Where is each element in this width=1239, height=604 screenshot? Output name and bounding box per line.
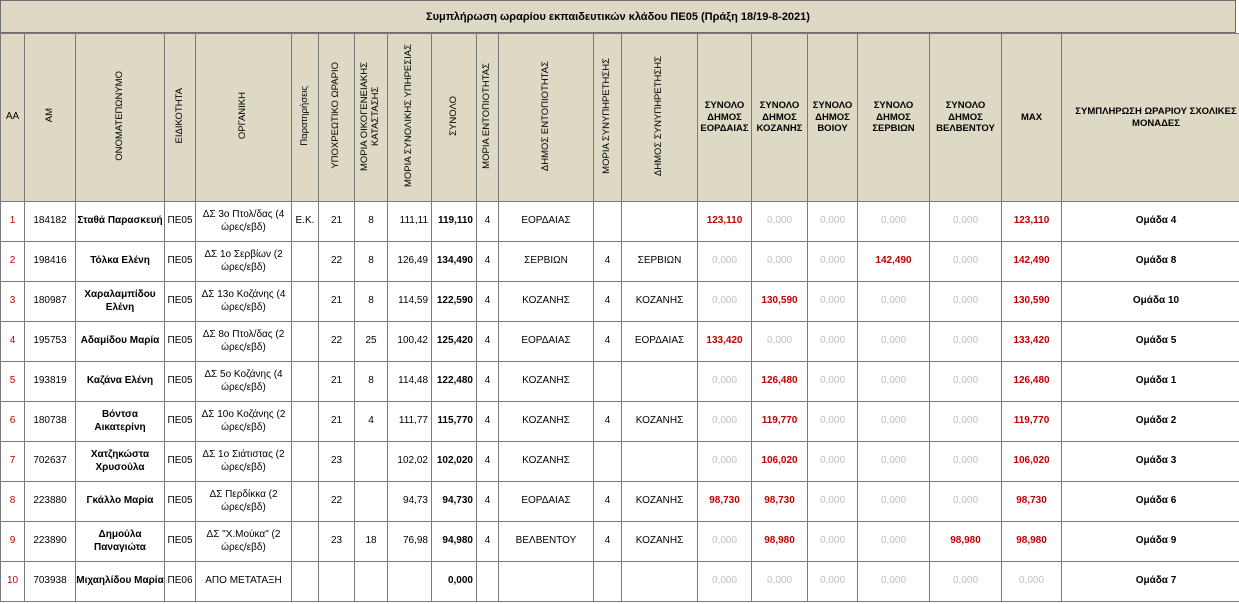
- cell-cohab-municipality[interactable]: ΕΟΡΔΑΙΑΣ: [622, 322, 698, 362]
- cell-max[interactable]: 133,420: [1002, 322, 1062, 362]
- cell-total[interactable]: 102,020: [432, 442, 477, 482]
- cell-service-points[interactable]: 94,73: [388, 482, 432, 522]
- cell-cohab-municipality[interactable]: [622, 442, 698, 482]
- cell-locality-municipality[interactable]: ΕΟΡΔΑΙΑΣ: [499, 482, 594, 522]
- cell-mandatory[interactable]: 21: [319, 362, 355, 402]
- cell-total-servia[interactable]: 0,000: [858, 402, 930, 442]
- cell-name[interactable]: Δημούλα Παναγιώτα: [76, 522, 165, 562]
- cell-family-points[interactable]: 8: [355, 202, 388, 242]
- cell-mandatory[interactable]: 22: [319, 482, 355, 522]
- cell-aa[interactable]: 6: [1, 402, 25, 442]
- cell-am[interactable]: 180987: [25, 282, 76, 322]
- cell-remarks[interactable]: [292, 282, 319, 322]
- col-header-aa[interactable]: ΑΑ: [1, 34, 25, 202]
- cell-completion-group[interactable]: Ομάδα 8: [1062, 242, 1239, 282]
- cell-total-eordaia[interactable]: 0,000: [698, 242, 752, 282]
- cell-name[interactable]: Καζάνα Ελένη: [76, 362, 165, 402]
- cell-total-kozani[interactable]: 0,000: [752, 322, 808, 362]
- col-header-locality-municipality[interactable]: ΔΗΜΟΣ ΕΝΤΟΠΙΟΤΗΤΑΣ: [499, 34, 594, 202]
- cell-am[interactable]: 180738: [25, 402, 76, 442]
- cell-remarks[interactable]: Ε.Κ.: [292, 202, 319, 242]
- cell-max[interactable]: 106,020: [1002, 442, 1062, 482]
- cell-total-voio[interactable]: 0,000: [808, 442, 858, 482]
- cell-organic[interactable]: ΔΣ 8ο Πτολ/δας (2 ώρες/εβδ): [196, 322, 292, 362]
- table-row[interactable]: [1, 282, 1239, 322]
- col-header-mandatory[interactable]: ΥΠΟΧΡΕΩΤΙΚΟ ΩΡΑΡΙΟ: [319, 34, 355, 202]
- cell-family-points[interactable]: [355, 482, 388, 522]
- cell-max[interactable]: 98,980: [1002, 522, 1062, 562]
- cell-total-eordaia[interactable]: 0,000: [698, 562, 752, 602]
- cell-cohab-points[interactable]: 4: [594, 402, 622, 442]
- table-row[interactable]: [1, 482, 1239, 522]
- cell-organic[interactable]: ΔΣ 5ο Κοζάνης (4 ώρες/εβδ): [196, 362, 292, 402]
- cell-remarks[interactable]: [292, 482, 319, 522]
- cell-locality-municipality[interactable]: ΚΟΖΑΝΗΣ: [499, 402, 594, 442]
- cell-specialty[interactable]: ΠΕ05: [165, 282, 196, 322]
- cell-total-kozani[interactable]: 126,480: [752, 362, 808, 402]
- table-row[interactable]: [1, 562, 1239, 602]
- table-body: [1, 202, 1239, 602]
- cell-organic[interactable]: ΑΠΟ ΜΕΤΑΤΑΞΗ: [196, 562, 292, 602]
- cell-aa[interactable]: 1: [1, 202, 25, 242]
- header-row: [1, 34, 1239, 202]
- cell-mandatory[interactable]: 21: [319, 402, 355, 442]
- cell-total-kozani[interactable]: 106,020: [752, 442, 808, 482]
- cell-completion-group[interactable]: Ομάδα 1: [1062, 362, 1239, 402]
- cell-total-voio[interactable]: 0,000: [808, 322, 858, 362]
- cell-total[interactable]: 125,420: [432, 322, 477, 362]
- cell-completion-group[interactable]: Ομάδα 4: [1062, 202, 1239, 242]
- cell-mandatory[interactable]: 21: [319, 202, 355, 242]
- cell-total-velvento[interactable]: 0,000: [930, 482, 1002, 522]
- cell-aa[interactable]: 9: [1, 522, 25, 562]
- cell-organic[interactable]: ΔΣ 10ο Κοζάνης (2 ώρες/εβδ): [196, 402, 292, 442]
- cell-total-kozani[interactable]: 0,000: [752, 562, 808, 602]
- cell-total[interactable]: 94,980: [432, 522, 477, 562]
- col-header-remarks[interactable]: Παρατηρήσεις: [292, 34, 319, 202]
- cell-family-points[interactable]: [355, 562, 388, 602]
- col-header-max[interactable]: MAX: [1002, 34, 1062, 202]
- cell-locality-municipality[interactable]: ΒΕΛΒΕΝΤΟΥ: [499, 522, 594, 562]
- cell-name[interactable]: Τόλκα Ελένη: [76, 242, 165, 282]
- col-header-cohab-points[interactable]: ΜΟΡΙΑ ΣΥΝΥΠΗΡΕΤΗΣΗΣ: [594, 34, 622, 202]
- cell-specialty[interactable]: ΠΕ05: [165, 522, 196, 562]
- col-header-specialty[interactable]: ΕΙΔΙΚΟΤΗΤΑ: [165, 34, 196, 202]
- cell-service-points[interactable]: 111,11: [388, 202, 432, 242]
- cell-service-points[interactable]: 111,77: [388, 402, 432, 442]
- cell-name[interactable]: Αδαμίδου Μαρία: [76, 322, 165, 362]
- cell-cohab-points[interactable]: 4: [594, 242, 622, 282]
- cell-total-voio[interactable]: 0,000: [808, 282, 858, 322]
- cell-total-velvento[interactable]: 0,000: [930, 562, 1002, 602]
- cell-service-points[interactable]: 100,42: [388, 322, 432, 362]
- cell-organic[interactable]: ΔΣ 13ο Κοζάνης (4 ώρες/εβδ): [196, 282, 292, 322]
- cell-cohab-municipality[interactable]: ΚΟΖΑΝΗΣ: [622, 522, 698, 562]
- cell-am[interactable]: 184182: [25, 202, 76, 242]
- cell-specialty[interactable]: ΠΕ05: [165, 442, 196, 482]
- cell-cohab-municipality[interactable]: ΚΟΖΑΝΗΣ: [622, 402, 698, 442]
- cell-locality-points[interactable]: 4: [477, 402, 499, 442]
- cell-completion-group[interactable]: Ομάδα 5: [1062, 322, 1239, 362]
- cell-family-points[interactable]: 18: [355, 522, 388, 562]
- cell-aa[interactable]: 8: [1, 482, 25, 522]
- cell-cohab-points[interactable]: 4: [594, 522, 622, 562]
- cell-locality-points[interactable]: 4: [477, 322, 499, 362]
- cell-specialty[interactable]: ΠΕ05: [165, 402, 196, 442]
- cell-total[interactable]: 134,490: [432, 242, 477, 282]
- cell-total[interactable]: 0,000: [432, 562, 477, 602]
- cell-specialty[interactable]: ΠΕ06: [165, 562, 196, 602]
- col-header-completion[interactable]: ΣΥΜΠΛΗΡΩΣΗ ΩΡΑΡΙΟΥ ΣΧΟΛΙΚΕΣ ΜΟΝΑΔΕΣ: [1062, 34, 1239, 202]
- cell-total-eordaia[interactable]: 98,730: [698, 482, 752, 522]
- cell-mandatory[interactable]: 23: [319, 522, 355, 562]
- cell-completion-group[interactable]: Ομάδα 9: [1062, 522, 1239, 562]
- cell-locality-municipality[interactable]: ΚΟΖΑΝΗΣ: [499, 362, 594, 402]
- cell-aa[interactable]: 4: [1, 322, 25, 362]
- cell-total-kozani[interactable]: 119,770: [752, 402, 808, 442]
- cell-specialty[interactable]: ΠΕ05: [165, 202, 196, 242]
- cell-am[interactable]: 193819: [25, 362, 76, 402]
- cell-family-points[interactable]: 8: [355, 242, 388, 282]
- col-header-total-servia[interactable]: ΣΥΝΟΛΟ ΔΗΜΟΣ ΣΕΡΒΙΩΝ: [858, 34, 930, 202]
- cell-max[interactable]: 126,480: [1002, 362, 1062, 402]
- cell-total-kozani[interactable]: 98,730: [752, 482, 808, 522]
- cell-total-kozani[interactable]: 0,000: [752, 242, 808, 282]
- cell-total-velvento[interactable]: 0,000: [930, 362, 1002, 402]
- cell-completion-group[interactable]: Ομάδα 10: [1062, 282, 1239, 322]
- cell-total-voio[interactable]: 0,000: [808, 202, 858, 242]
- cell-max[interactable]: 0,000: [1002, 562, 1062, 602]
- cell-service-points[interactable]: 126,49: [388, 242, 432, 282]
- cell-family-points[interactable]: 8: [355, 362, 388, 402]
- cell-locality-municipality[interactable]: ΚΟΖΑΝΗΣ: [499, 282, 594, 322]
- cell-total-servia[interactable]: 0,000: [858, 322, 930, 362]
- table-row[interactable]: [1, 362, 1239, 402]
- cell-am[interactable]: 223880: [25, 482, 76, 522]
- cell-family-points[interactable]: 4: [355, 402, 388, 442]
- cell-total-velvento[interactable]: 0,000: [930, 202, 1002, 242]
- cell-service-points[interactable]: 114,59: [388, 282, 432, 322]
- cell-organic[interactable]: ΔΣ Περδίκκα (2 ώρες/εβδ): [196, 482, 292, 522]
- cell-total-kozani[interactable]: 0,000: [752, 202, 808, 242]
- cell-remarks[interactable]: [292, 442, 319, 482]
- cell-locality-municipality[interactable]: [499, 562, 594, 602]
- col-header-total-velvento[interactable]: ΣΥΝΟΛΟ ΔΗΜΟΣ ΒΕΛΒΕΝΤΟΥ: [930, 34, 1002, 202]
- cell-max[interactable]: 130,590: [1002, 282, 1062, 322]
- cell-total-velvento[interactable]: 0,000: [930, 322, 1002, 362]
- cell-remarks[interactable]: [292, 562, 319, 602]
- cell-am[interactable]: 223890: [25, 522, 76, 562]
- cell-remarks[interactable]: [292, 242, 319, 282]
- cell-name[interactable]: Βόντσα Αικατερίνη: [76, 402, 165, 442]
- cell-total-servia[interactable]: 0,000: [858, 442, 930, 482]
- cell-service-points[interactable]: [388, 562, 432, 602]
- cell-am[interactable]: 195753: [25, 322, 76, 362]
- table-row[interactable]: [1, 322, 1239, 362]
- cell-total-voio[interactable]: 0,000: [808, 362, 858, 402]
- cell-service-points[interactable]: 102,02: [388, 442, 432, 482]
- cell-total-eordaia[interactable]: 0,000: [698, 402, 752, 442]
- cell-cohab-points[interactable]: 4: [594, 482, 622, 522]
- cell-total[interactable]: 119,110: [432, 202, 477, 242]
- cell-am[interactable]: 702637: [25, 442, 76, 482]
- cell-completion-group[interactable]: Ομάδα 6: [1062, 482, 1239, 522]
- cell-total-velvento[interactable]: 0,000: [930, 402, 1002, 442]
- cell-total-servia[interactable]: 0,000: [858, 282, 930, 322]
- cell-total-servia[interactable]: 0,000: [858, 482, 930, 522]
- cell-max[interactable]: 123,110: [1002, 202, 1062, 242]
- cell-locality-points[interactable]: 4: [477, 242, 499, 282]
- cell-cohab-points[interactable]: [594, 362, 622, 402]
- cell-total-voio[interactable]: 0,000: [808, 562, 858, 602]
- cell-total-eordaia[interactable]: 0,000: [698, 282, 752, 322]
- cell-aa[interactable]: 2: [1, 242, 25, 282]
- cell-total-velvento[interactable]: 98,980: [930, 522, 1002, 562]
- cell-am[interactable]: 198416: [25, 242, 76, 282]
- cell-organic[interactable]: ΔΣ 1ο Σερβίων (2 ώρες/εβδ): [196, 242, 292, 282]
- cell-total-velvento[interactable]: 0,000: [930, 282, 1002, 322]
- cell-total-servia[interactable]: 0,000: [858, 522, 930, 562]
- cell-locality-points[interactable]: 4: [477, 202, 499, 242]
- cell-total-velvento[interactable]: 0,000: [930, 242, 1002, 282]
- cell-cohab-points[interactable]: [594, 202, 622, 242]
- cell-completion-group[interactable]: Ομάδα 3: [1062, 442, 1239, 482]
- cell-specialty[interactable]: ΠΕ05: [165, 242, 196, 282]
- cell-total-eordaia[interactable]: 0,000: [698, 362, 752, 402]
- teacher-table: [0, 33, 1239, 602]
- cell-specialty[interactable]: ΠΕ05: [165, 482, 196, 522]
- col-header-am[interactable]: ΑΜ: [25, 34, 76, 202]
- cell-total[interactable]: 122,590: [432, 282, 477, 322]
- cell-total-eordaia[interactable]: 133,420: [698, 322, 752, 362]
- cell-remarks[interactable]: [292, 362, 319, 402]
- cell-locality-municipality[interactable]: ΣΕΡΒΙΩΝ: [499, 242, 594, 282]
- cell-locality-points[interactable]: 4: [477, 482, 499, 522]
- cell-cohab-municipality[interactable]: [622, 362, 698, 402]
- cell-total-voio[interactable]: 0,000: [808, 402, 858, 442]
- cell-organic[interactable]: ΔΣ 3ο Πτολ/δας (4 ώρες/εβδ): [196, 202, 292, 242]
- cell-total[interactable]: 94,730: [432, 482, 477, 522]
- cell-total[interactable]: 115,770: [432, 402, 477, 442]
- cell-am[interactable]: 703938: [25, 562, 76, 602]
- cell-total-velvento[interactable]: 0,000: [930, 442, 1002, 482]
- cell-family-points[interactable]: 8: [355, 282, 388, 322]
- cell-family-points[interactable]: 25: [355, 322, 388, 362]
- cell-total-kozani[interactable]: 98,980: [752, 522, 808, 562]
- cell-max[interactable]: 119,770: [1002, 402, 1062, 442]
- cell-locality-municipality[interactable]: ΚΟΖΑΝΗΣ: [499, 442, 594, 482]
- col-header-total[interactable]: ΣΥΝΟΛΟ: [432, 34, 477, 202]
- sheet-title: Συμπλήρωση ωραρίου εκπαιδευτικών κλάδου ΠΕ05 (Πράξη 18/19-8-2021): [0, 0, 1236, 33]
- cell-service-points[interactable]: 114,48: [388, 362, 432, 402]
- cell-total[interactable]: 122,480: [432, 362, 477, 402]
- col-header-service-points[interactable]: ΜΟΡΙΑ ΣΥΝΟΛΙΚΗΣ ΥΠΗΡΕΣΙΑΣ: [388, 34, 432, 202]
- cell-locality-points[interactable]: 4: [477, 522, 499, 562]
- cell-locality-municipality[interactable]: ΕΟΡΔΑΙΑΣ: [499, 322, 594, 362]
- col-header-total-kozani[interactable]: ΣΥΝΟΛΟ ΔΗΜΟΣ ΚΟΖΑΝΗΣ: [752, 34, 808, 202]
- table-row[interactable]: [1, 242, 1239, 282]
- cell-organic[interactable]: ΔΣ "Χ.Μούκα" (2 ώρες/εβδ): [196, 522, 292, 562]
- cell-family-points[interactable]: [355, 442, 388, 482]
- cell-total-kozani[interactable]: 130,590: [752, 282, 808, 322]
- cell-remarks[interactable]: [292, 322, 319, 362]
- cell-cohab-points[interactable]: 4: [594, 322, 622, 362]
- table-row[interactable]: [1, 442, 1239, 482]
- cell-completion-group[interactable]: Ομάδα 7: [1062, 562, 1239, 602]
- cell-total-servia[interactable]: 142,490: [858, 242, 930, 282]
- col-header-locality-points[interactable]: ΜΟΡΙΑ ΕΝΤΟΠΙΟΤΗΤΑΣ: [477, 34, 499, 202]
- cell-locality-points[interactable]: 4: [477, 282, 499, 322]
- cell-aa[interactable]: 3: [1, 282, 25, 322]
- table-row[interactable]: [1, 522, 1239, 562]
- cell-total-voio[interactable]: 0,000: [808, 242, 858, 282]
- cell-remarks[interactable]: [292, 402, 319, 442]
- cell-mandatory[interactable]: 21: [319, 282, 355, 322]
- cell-specialty[interactable]: ΠΕ05: [165, 362, 196, 402]
- col-header-total-eordaia[interactable]: ΣΥΝΟΛΟ ΔΗΜΟΣ ΕΟΡΔΑΙΑΣ: [698, 34, 752, 202]
- cell-organic[interactable]: ΔΣ 1ο Σιάτιστας (2 ώρες/εβδ): [196, 442, 292, 482]
- cell-cohab-municipality[interactable]: ΚΟΖΑΝΗΣ: [622, 482, 698, 522]
- cell-locality-municipality[interactable]: ΕΟΡΔΑΙΑΣ: [499, 202, 594, 242]
- cell-service-points[interactable]: 76,98: [388, 522, 432, 562]
- cell-total-servia[interactable]: 0,000: [858, 202, 930, 242]
- cell-aa[interactable]: 7: [1, 442, 25, 482]
- cell-name[interactable]: Χατζηκώστα Χρυσούλα: [76, 442, 165, 482]
- cell-max[interactable]: 142,490: [1002, 242, 1062, 282]
- cell-total-eordaia[interactable]: 0,000: [698, 442, 752, 482]
- col-header-cohab-municipality[interactable]: ΔΗΜΟΣ ΣΥΝΥΠΗΡΕΤΗΣΗΣ: [622, 34, 698, 202]
- cell-locality-points[interactable]: [477, 562, 499, 602]
- cell-mandatory[interactable]: 22: [319, 322, 355, 362]
- cell-mandatory[interactable]: 23: [319, 442, 355, 482]
- cell-completion-group[interactable]: Ομάδα 2: [1062, 402, 1239, 442]
- cell-mandatory[interactable]: [319, 562, 355, 602]
- cell-cohab-municipality[interactable]: [622, 562, 698, 602]
- cell-total-eordaia[interactable]: 0,000: [698, 522, 752, 562]
- table-row[interactable]: [1, 202, 1239, 242]
- cell-name[interactable]: Χαραλαμπίδου Ελένη: [76, 282, 165, 322]
- cell-locality-points[interactable]: 4: [477, 442, 499, 482]
- cell-cohab-municipality[interactable]: [622, 202, 698, 242]
- cell-cohab-points[interactable]: 4: [594, 282, 622, 322]
- cell-locality-points[interactable]: 4: [477, 362, 499, 402]
- cell-total-voio[interactable]: 0,000: [808, 482, 858, 522]
- cell-cohab-municipality[interactable]: ΚΟΖΑΝΗΣ: [622, 282, 698, 322]
- cell-max[interactable]: 98,730: [1002, 482, 1062, 522]
- cell-mandatory[interactable]: 22: [319, 242, 355, 282]
- cell-aa[interactable]: 5: [1, 362, 25, 402]
- cell-remarks[interactable]: [292, 522, 319, 562]
- col-header-organic[interactable]: ΟΡΓΑΝΙΚΗ: [196, 34, 292, 202]
- cell-total-voio[interactable]: 0,000: [808, 522, 858, 562]
- cell-total-servia[interactable]: 0,000: [858, 362, 930, 402]
- cell-cohab-municipality[interactable]: ΣΕΡΒΙΩΝ: [622, 242, 698, 282]
- table-row[interactable]: [1, 402, 1239, 442]
- cell-name[interactable]: Μιχαηλίδου Μαρία: [76, 562, 165, 602]
- cell-cohab-points[interactable]: [594, 442, 622, 482]
- cell-specialty[interactable]: ΠΕ05: [165, 322, 196, 362]
- cell-cohab-points[interactable]: [594, 562, 622, 602]
- cell-total-eordaia[interactable]: 123,110: [698, 202, 752, 242]
- cell-name[interactable]: Γκάλλο Μαρία: [76, 482, 165, 522]
- col-header-total-voio[interactable]: ΣΥΝΟΛΟ ΔΗΜΟΣ ΒΟΙΟΥ: [808, 34, 858, 202]
- col-header-name[interactable]: ΟΝΟΜΑΤΕΠΩΝΥΜΟ: [76, 34, 165, 202]
- cell-aa[interactable]: 10: [1, 562, 25, 602]
- col-header-family-points[interactable]: ΜΟΡΙΑ ΟΙΚΟΓΕΝΕΙΑΚΗΣ ΚΑΤΑΣΤΑΣΗΣ: [355, 34, 388, 202]
- cell-total-servia[interactable]: 0,000: [858, 562, 930, 602]
- cell-name[interactable]: Σταθά Παρασκευή: [76, 202, 165, 242]
